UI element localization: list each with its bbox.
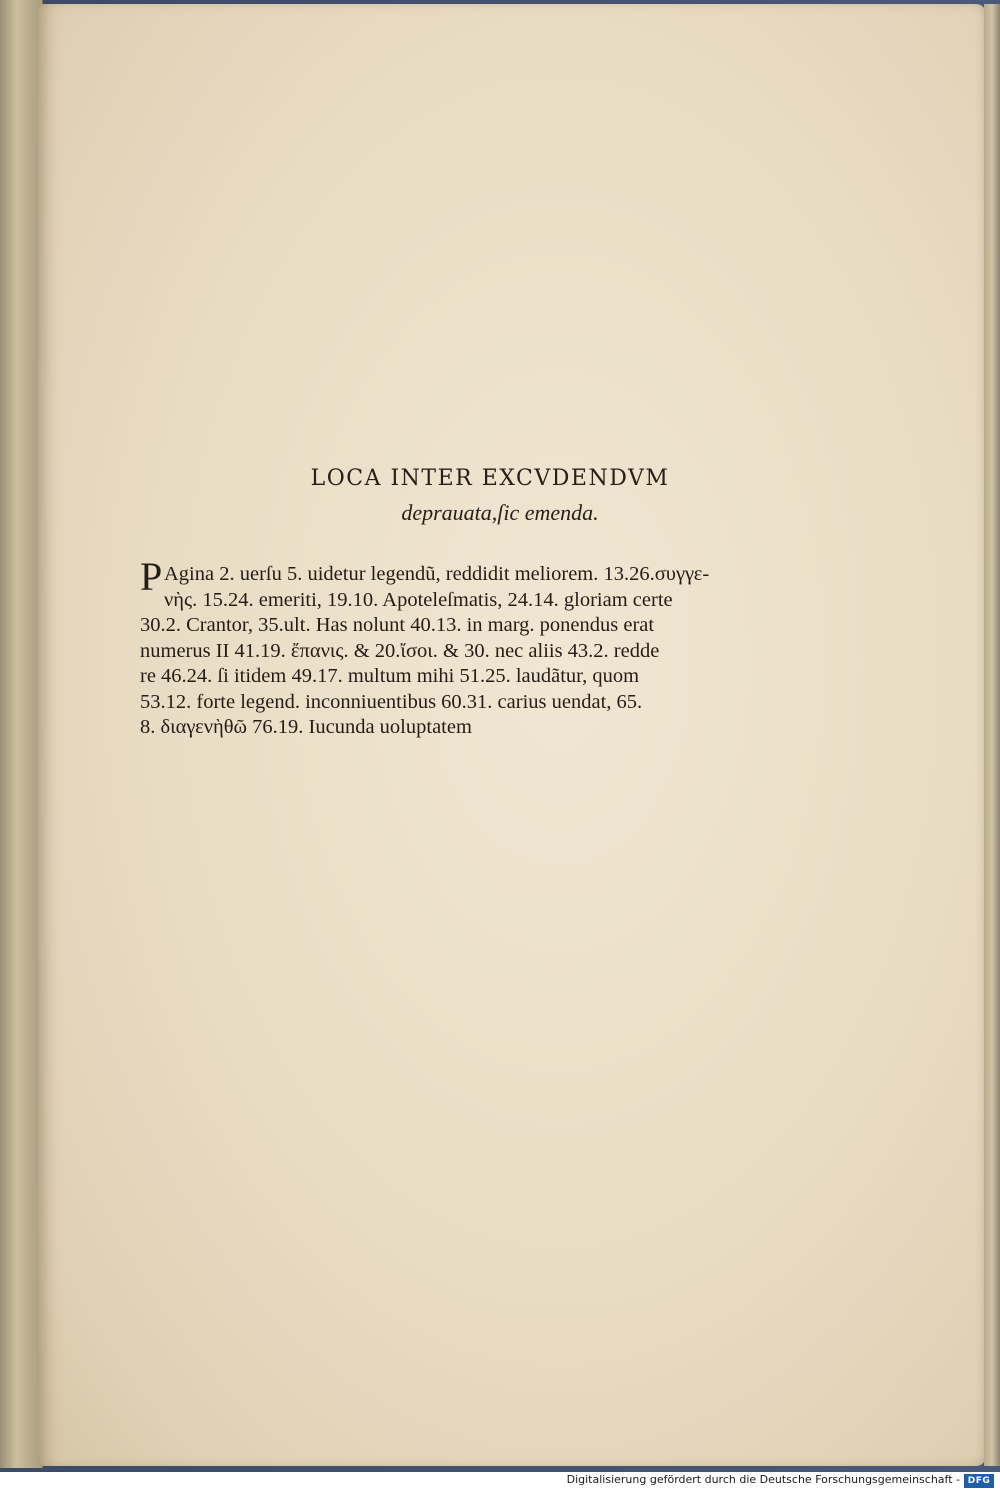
errata-line bbox=[140, 554, 830, 599]
page-heading: LOCA INTER EXCVDENDVM bbox=[310, 466, 670, 491]
errata-line: νὴς. 15.24. emeriti, 19.10. Apoteleſmatis, 24.14. gloriam certe bbox=[164, 588, 673, 611]
drop-cap: P bbox=[140, 554, 163, 599]
page-subheading: deprauata,ſic emenda. bbox=[401, 500, 599, 525]
errata-line: numerus II 41.19. ἔπανις. & 20.ἴσοι. & 30. nec aliis 43.2. redde bbox=[140, 639, 660, 662]
errata-line: 53.12. forte legend. inconniuentibus 60.31. carius uendat, 65. bbox=[140, 690, 643, 713]
book-spine-edge bbox=[0, 0, 43, 1468]
errata-line: 8. διαγενὴθῶ 76.19. Iucunda uoluptatem bbox=[140, 716, 472, 738]
page-fore-edge bbox=[984, 4, 1000, 1466]
footer-bar bbox=[0, 1472, 1000, 1491]
errata-list bbox=[140, 554, 830, 741]
errata-line: re 46.24. ſi itidem 49.17. multum mihi 51.25. laudãtur, quom bbox=[140, 665, 640, 687]
dfg-logo-icon[interactable]: DFG bbox=[964, 1474, 994, 1488]
errata-line: 30.2. Crantor, 35.ult. Has nolunt 40.13. in marg. ponendus erat bbox=[140, 614, 655, 636]
errata-line-text: Agina 2. uerſu 5. uidetur legendũ, reddidit meliorem. 13.26.συγγε- bbox=[164, 563, 710, 585]
funding-notice: Digitalisierung gefördert durch die Deutsche Forschungsgemeinschaft - bbox=[566, 1473, 960, 1486]
